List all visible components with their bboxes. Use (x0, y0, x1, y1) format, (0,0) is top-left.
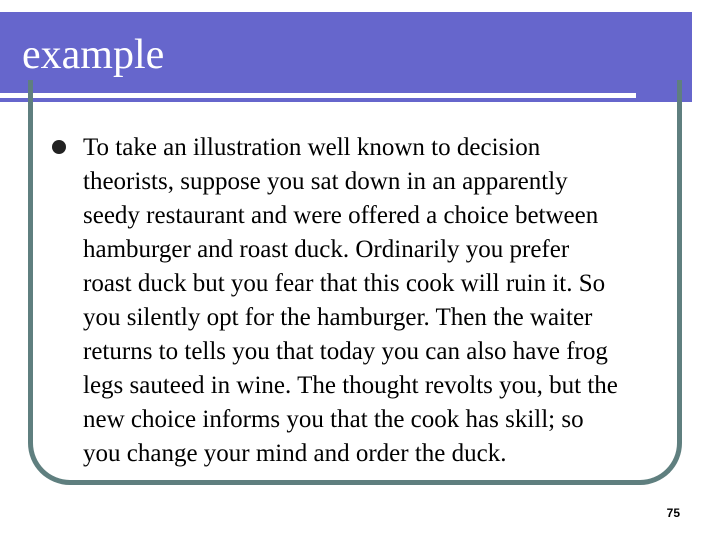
body-line: theorists, suppose you sat down in an apparently (83, 168, 568, 195)
slide-title: example (22, 32, 165, 78)
body-line: returns to tells you that today you can also have frog (83, 338, 608, 365)
body-line: roast duck but you fear that this cook will ruin it. So (83, 270, 606, 297)
body-line: new choice informs you that the cook has skill; so (83, 406, 584, 433)
body-line: hamburger and roast duck. Ordinarily you prefer (83, 236, 570, 263)
body-line: you silently opt for the hamburger. Then the waiter (83, 304, 593, 331)
body-line: To take an illustration well known to decision (83, 134, 541, 161)
body-paragraph (83, 131, 673, 471)
body-line: legs sauteed in wine. The thought revolts you, but the (83, 372, 618, 399)
page-number: 75 (666, 506, 680, 520)
bullet-icon (52, 140, 66, 154)
body-line: you change your mind and order the duck. (83, 440, 507, 467)
body-line: seedy restaurant and were offered a choice between (83, 202, 599, 229)
